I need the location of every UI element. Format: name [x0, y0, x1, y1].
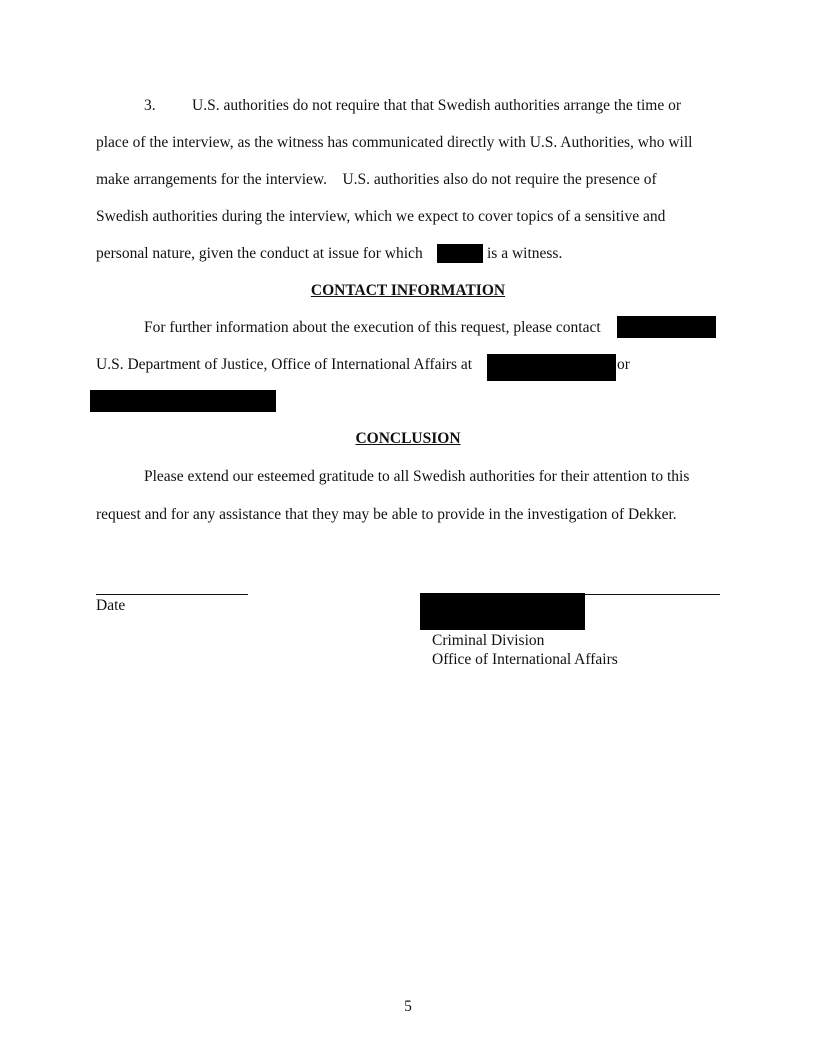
redaction-signatory-name — [420, 593, 585, 630]
contact-heading: CONTACT INFORMATION — [310, 282, 506, 299]
signatory-division: Criminal Division — [432, 632, 545, 649]
signatory-office: Office of International Affairs — [432, 651, 618, 668]
paragraph-number: 3. — [144, 97, 156, 114]
redaction-witness-name — [437, 244, 483, 263]
date-label: Date — [96, 597, 126, 614]
conclusion-line-2: request and for any assistance that they may be able to provide in the investigation of Dekker. — [96, 506, 677, 523]
contact-line-1: For further information about the execution of this request, please contact — [144, 319, 601, 336]
paragraph-3-line-3: make arrangements for the interview. U.S. authorities also do not require the presence of — [96, 171, 657, 188]
paragraph-3-line-2: place of the interview, as the witness has communicated directly with U.S. Authorities, who will — [96, 134, 693, 151]
redaction-contact-phone — [487, 354, 616, 381]
date-signature-line — [96, 594, 248, 595]
conclusion-line-1: Please extend our esteemed gratitude to all Swedish authorities for their attention to this — [144, 468, 690, 485]
redaction-contact-name — [617, 316, 716, 338]
contact-line-2-end: or — [617, 356, 630, 373]
conclusion-heading: CONCLUSION — [355, 430, 461, 447]
contact-line-2-start: U.S. Department of Justice, Office of International Affairs at — [96, 356, 473, 373]
paragraph-3-line-5-end: is a witness. — [487, 245, 563, 262]
page-number: 5 — [404, 998, 412, 1015]
paragraph-3-line-4: Swedish authorities during the interview, which we expect to cover topics of a sensitive and — [96, 208, 666, 225]
paragraph-3-line-5-start: personal nature, given the conduct at issue for which — [96, 245, 423, 262]
redaction-contact-email — [90, 390, 276, 412]
paragraph-3-line-1: U.S. authorities do not require that that Swedish authorities arrange the time or — [192, 97, 681, 114]
